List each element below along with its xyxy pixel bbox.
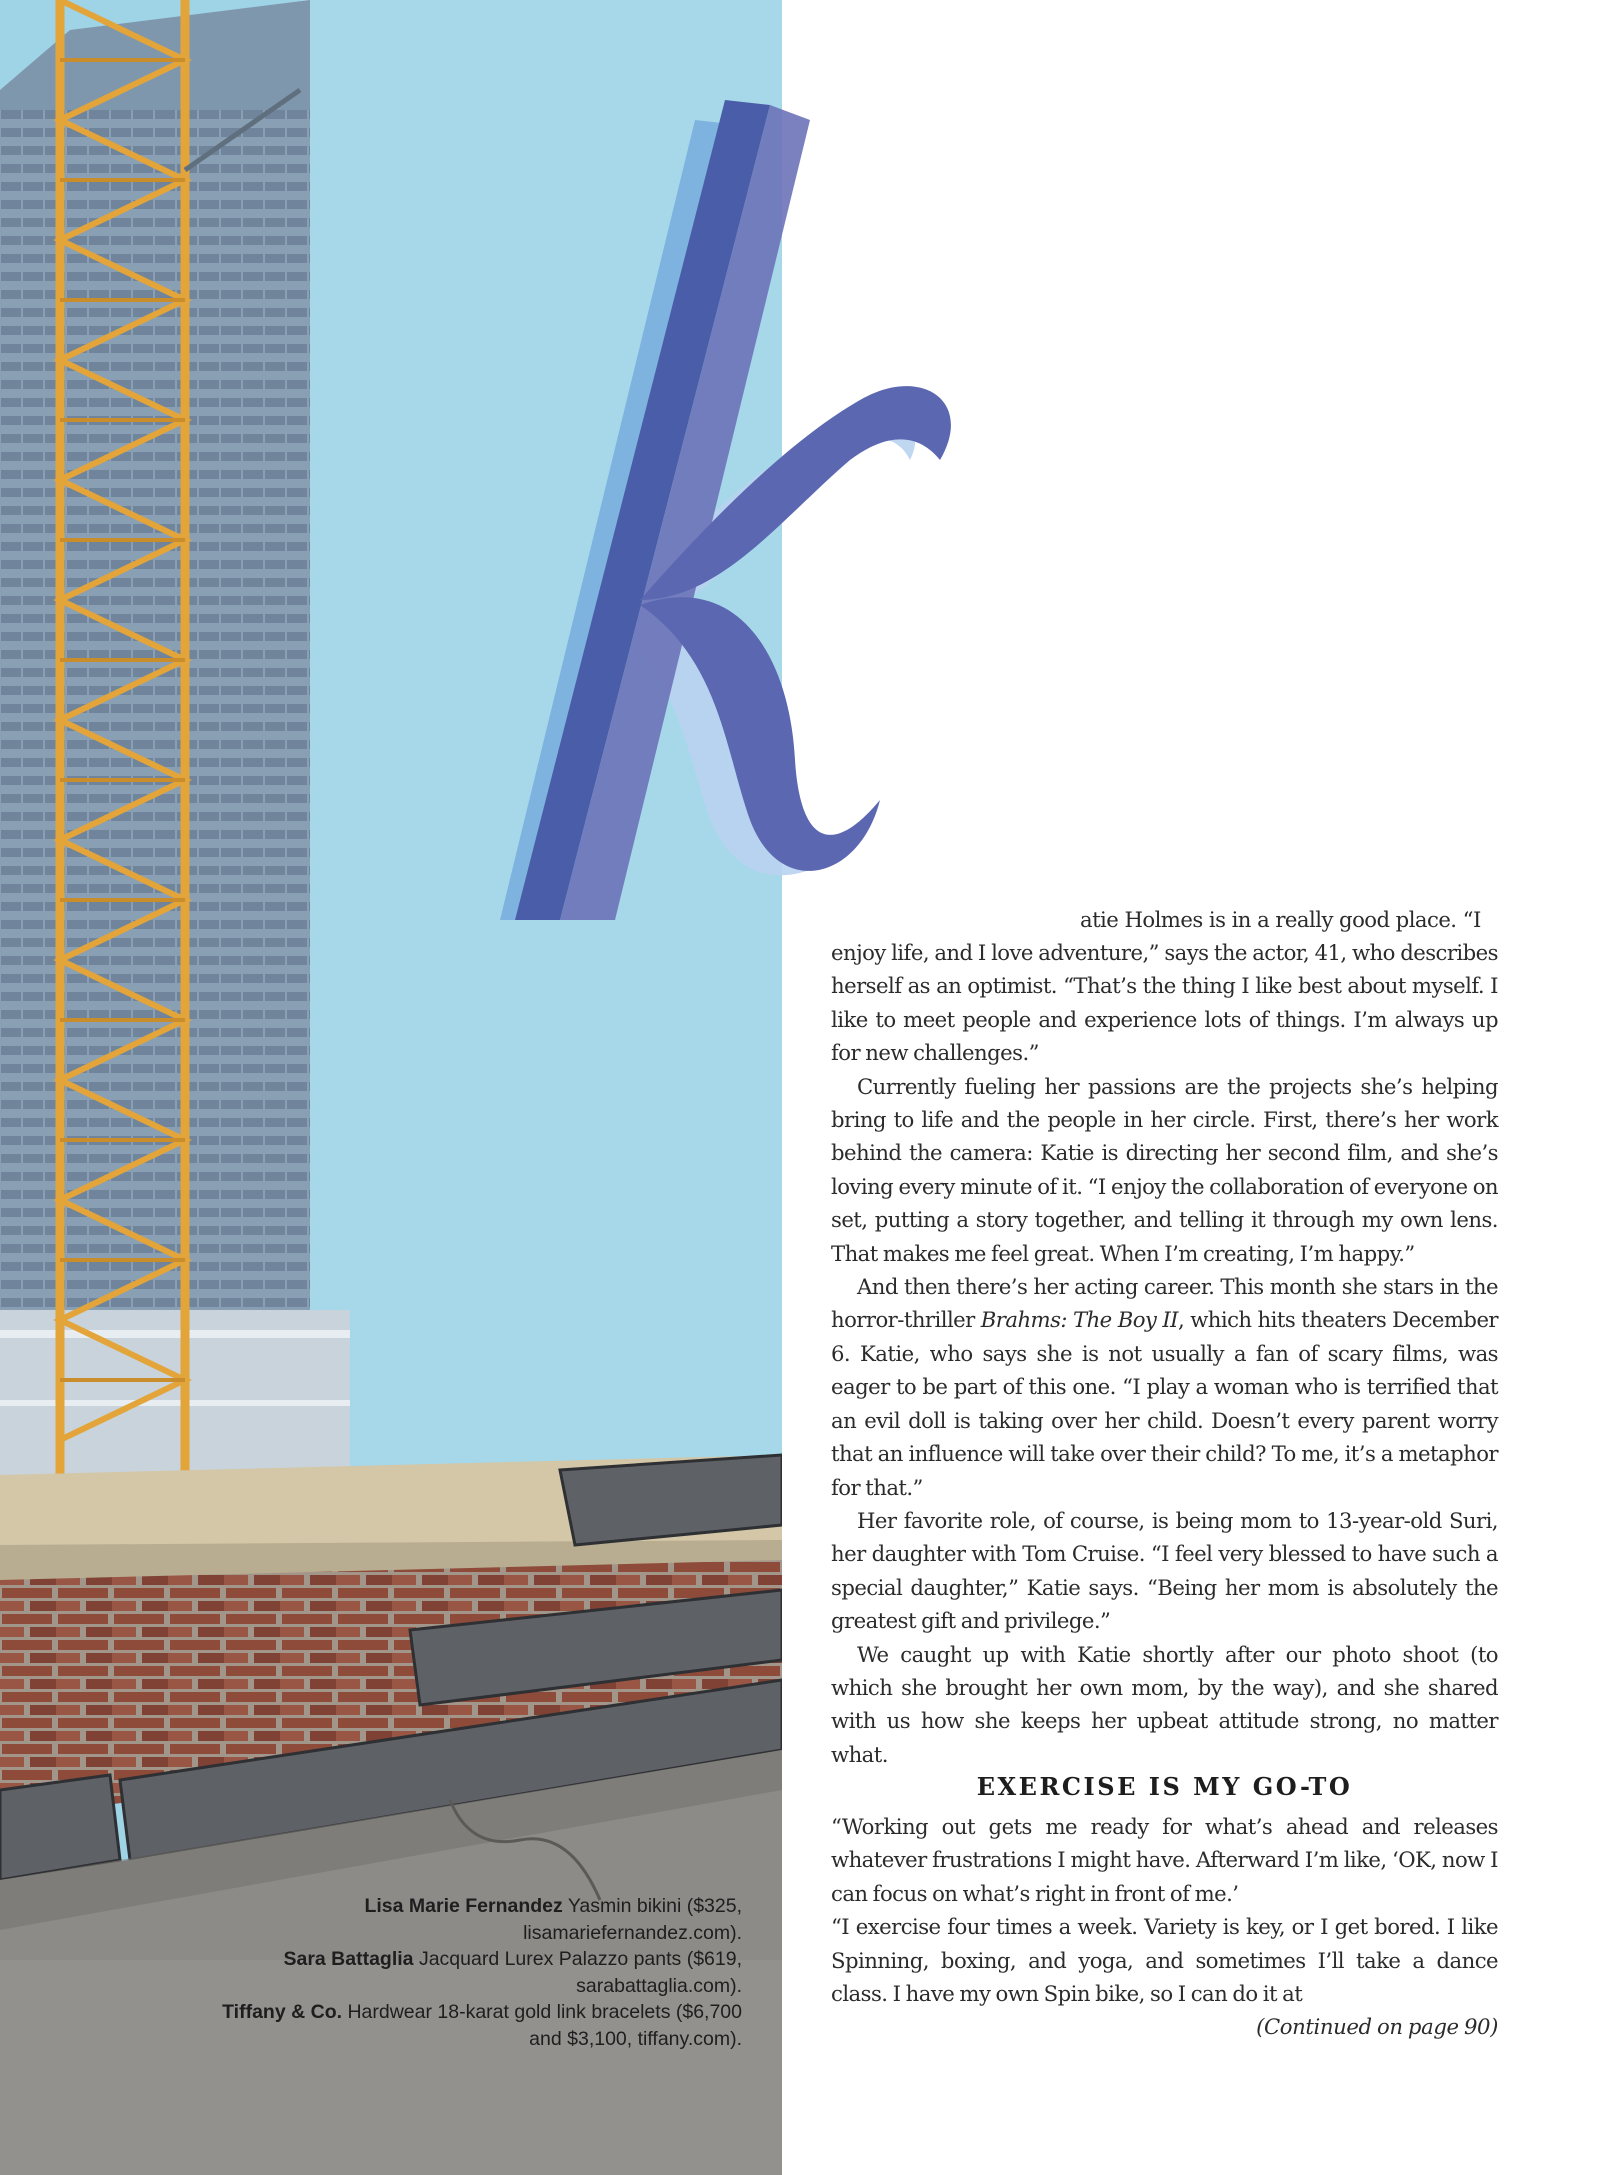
- article-body: [831, 936, 1498, 1771]
- paragraph-text: “I exercise four times a week. Variety is key, or I get bored. I like Spinning, boxing, and yoga, and sometimes I’ll take a dance class. I have my own Spin bike, so I can do it at: [831, 1914, 1498, 2007]
- caption-line: [222, 1946, 742, 1999]
- paragraph: “Working out gets me ready for what’s ahead and releases whatever frustrations I might have. Afterward I’m like, ‘OK, now I can focus on what’s right in front of me.’: [831, 1814, 1498, 1906]
- paragraph-text: , which hits theaters December 6. Katie, who says she is not usually a fan of scary films, was eager to be part of this one. “I play a woman who is terrified that an evil doll is taking over her child. Doesn’t every parent worry that an influence will take over their child? To me, it’s a metaphor for that.”: [831, 1307, 1499, 1500]
- dropcap-k: [440, 100, 1240, 940]
- paragraph: Currently fueling her passions are the projects she’s helping bring to life and the people in her circle. First, there’s her work behind the camera: Katie is directing her second film, and she’s loving every minute of it. “I enjoy the collaboration of everyone on set, putting a story together, and telling it through my own lens. That makes me feel great. When I’m creating, I’m happy.”: [831, 1073, 1498, 1266]
- caption-text: Hardwear 18-karat gold link bracelets ($6,700 and $3,100, tiffany.com).: [347, 2001, 742, 2050]
- photo-caption: [222, 1893, 742, 2052]
- article-lead-line: [1080, 903, 1500, 936]
- caption-brand: Tiffany & Co.: [222, 2001, 343, 2023]
- caption-text: Jacquard Lurex Palazzo pants ($619, sarabattaglia.com).: [418, 1948, 742, 1997]
- section-body: [831, 1810, 1498, 2044]
- caption-line: [222, 1893, 742, 1946]
- paragraph-acting: [831, 1270, 1498, 1504]
- film-title: Brahms: The Boy II: [980, 1307, 1178, 1333]
- paragraph: Her favorite role, of course, is being mom to 13-year-old Suri, her daughter with Tom Cruise. “I feel very blessed to have such a special daughter,” Katie says. “Being her mom is absolutely the greatest gift and privilege.”: [831, 1507, 1498, 1634]
- section-heading: EXERCISE IS MY GO-TO: [976, 1772, 1353, 1801]
- paragraph: We caught up with Katie shortly after our photo shoot (to which she brought her own mom, by the way), and she shared with us how she keeps her upbeat attitude strong, no matter what.: [831, 1641, 1498, 1767]
- lead-text: atie Holmes is in a really good place. “I: [1080, 907, 1481, 932]
- caption-line: [222, 1999, 742, 2052]
- paragraph-last: [831, 1910, 1498, 2040]
- paragraph-text: And then there’s her acting career. This month she stars in the horror-thriller: [831, 1274, 1498, 1333]
- caption-text: Yasmin bikini ($325, lisamariefernandez.com).: [523, 1895, 742, 1944]
- caption-brand: Lisa Marie Fernandez: [364, 1895, 563, 1917]
- paragraph: enjoy life, and I love adventure,” says the actor, 41, who describes herself as an optimist. “That’s the thing I like best about myself. I like to meet people and experience lots of things. I’m always up for new challenges.”: [831, 940, 1498, 1066]
- continued-note: (Continued on page 90): [1256, 2014, 1498, 2040]
- caption-brand: Sara Battaglia: [283, 1948, 414, 1970]
